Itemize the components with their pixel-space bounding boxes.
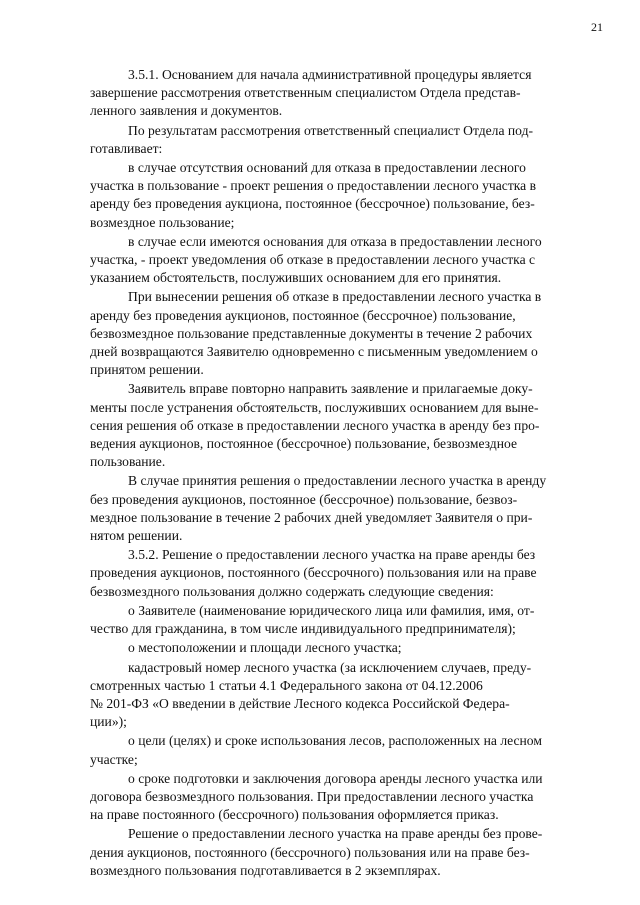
- list-item-contract-terms: о сроке подготовки и заключения договора аренды лесного участка или договора безвозмездного пользования. При предоставлении лесного участка на праве постоянного (бессрочного) пользования оформляется приказ.: [90, 770, 543, 823]
- paragraph-refusal-decision: При вынесении решения об отказе в предоставлении лесного участка в аренду без проведения аукционов, постоянное (бессрочное) пользование, безвозмездное пользование представленные документы в течение 2 рабочих дней возвращаются Заявителю одновременно с письменным уведомлением о принятом решении.: [90, 289, 542, 378]
- paragraph-3-5-2: 3.5.2. Решение о предоставлении лесного участка на праве аренды без проведения аукционов, постоянного (бессрочного) пользования или на праве безвозмездного пользования должно содержать следующие сведения:: [90, 547, 537, 599]
- list-item-applicant: о Заявителе (наименование юридического лица или фамилия, имя, от- чество для гражданина, в том числе индивидуального предпринимателя);: [90, 602, 535, 637]
- paragraph-approval-notice: В случае принятия решения о предоставлении лесного участка в аренду без проведения аукционов, постоянное (бессрочное) пользование, безвоз- мездное пользование в течение 2 рабочих дней уведомляет Заявителя о при- нятом решении.: [90, 473, 547, 544]
- paragraph-review-results: По результатам рассмотрения ответственный специалист Отдела под- готавливает:: [90, 122, 534, 156]
- paragraph-copies: Решение о предоставлении лесного участка на праве аренды без прове- дения аукционов, постоянного (бессрочного) пользования или на праве без- возмездного пользования подготавливается в 2 экземплярах.: [90, 826, 543, 878]
- list-item-location: о местоположении и площади лесного участка;: [128, 640, 402, 656]
- paragraph-3-5-1: 3.5.1. Основанием для начала административной процедуры является завершение рассмотрения ответственным специалистом Отдела представ- ленного заявления и документов.: [90, 67, 532, 119]
- paragraph-resubmission: Заявитель вправе повторно направить заявление и прилагаемые доку- менты после устранения обстоятельств, послуживших основанием для выне- сения решения об отказе в предоставлении лесного участка в аренду без про- ведения аукционов, постоянное (бессрочное) пользование, безвозмездное пользование.: [90, 381, 540, 470]
- list-item-cadastral-number: кадастровый номер лесного участка (за исключением случаев, преду- смотренных частью 1 статьи 4.1 Федерального закона от 04.12.2006 № 201-ФЗ «О введении в действие Лесного кодекса Российской Федера- ции»);: [90, 659, 532, 730]
- document-body: [90, 66, 605, 880]
- paragraph-refusal-grounds: в случае если имеются основания для отказа в предоставлении лесного участка, - проект уведомления об отказе в предоставлении лесного участка с указанием обстоятельств, послуживших основанием для его принятия.: [90, 233, 542, 286]
- paragraph-no-refusal-grounds: в случае отсутствия оснований для отказа в предоставлении лесного участка в пользование - проект решения о предоставлении лесного участка в аренду без проведения аукциона, постоянное (бессрочное) пользование, без- возмездное пользование;: [90, 160, 537, 230]
- page-number: 21: [591, 20, 603, 34]
- list-item-purpose: о цели (целях) и сроке использования лесов, расположенных на лесном участке;: [90, 733, 542, 767]
